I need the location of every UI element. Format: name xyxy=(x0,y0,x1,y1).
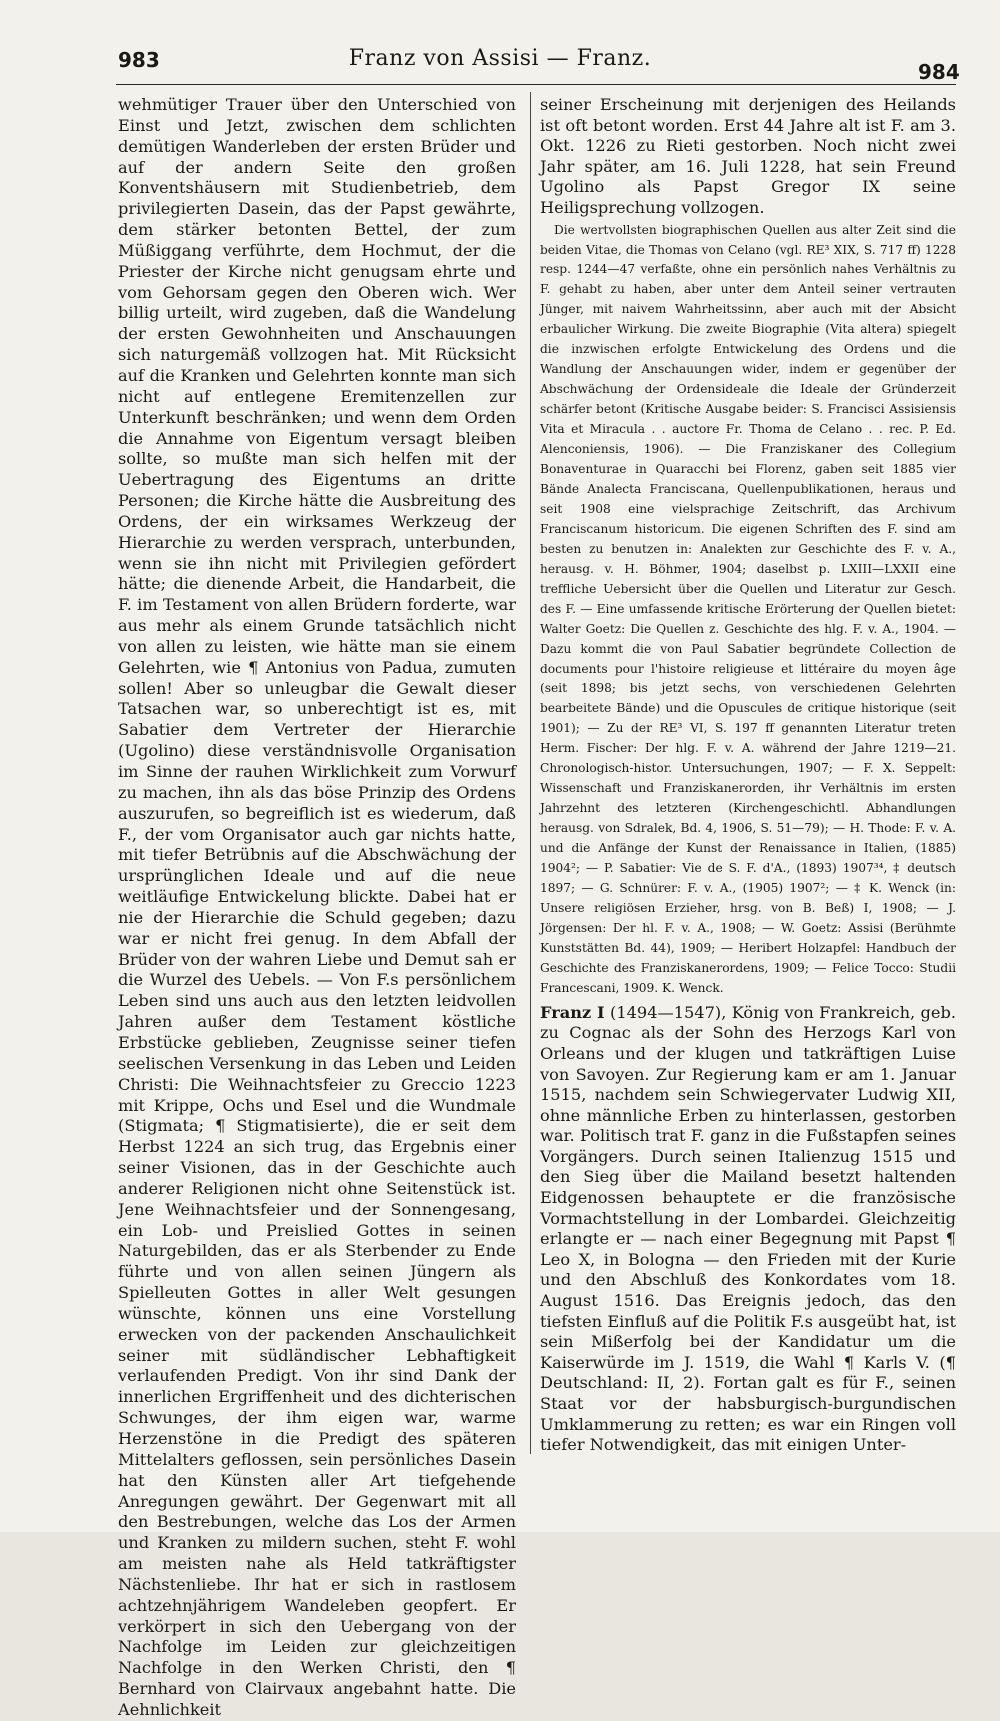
bibliography-note: Die wertvollsten biographischen Quellen aus alter Zeit sind die beiden Vitae, die Thomas von Celano (vgl. RE³ XIX, S. 717 ff) 1228 resp. 1244—47 verfaßte, ohne ein persönlich nahes Verhältnis zu F. gehabt zu haben, aber unter dem Anteil seiner vertrauten Jünger, mit naivem Wahrheitssinn, aber auch mit der Absicht erbaulicher Wirkung. Die zweite Biographie (Vita altera) spiegelt die inzwischen erfolgte Entwickelung des Ordens und die Wandlung der Anschauungen wider, indem er gegenüber der Abschwächung der Ordensideale die Ideale der Gründerzeit schärfer betont (Kritische Ausgabe beider: S. Francisci Assisiensis Vita et Miracula . . auctore Fr. Thoma de Celano . . rec. P. Ed. Alenconiensis, 1906). — Die Franziskaner des Collegium Bonaventurae in Quaracchi bei Florenz, gaben seit 1885 vier Bände Analecta Franciscana, Quellenpublikationen, heraus und seit 1908 eine vielsprachige Zeitschrift, das Archivum Franciscanum historicum. Die eigenen Schriften des F. sind am besten zu benutzen in: Analekten zur Geschichte des F. v. A., herausg. v. H. Böhmer, 1904; daselbst p. LXIII—LXXII eine treffliche Uebersicht über die Quellen und Literatur zur Gesch. des F. — Eine umfassende kritische Erörterung der Quellen bietet: Walter Goetz: Die Quellen z. Geschichte des hlg. F. v. A., 1904. — Dazu kommt die von Paul Sabatier begründete Collection de documents pour l'histoire religieuse et littéraire du moyen âge (seit 1898; bis jetzt sechs, von verschiedenen Gelehrten bearbeitete Bände) und die Opuscules de critique historique (seit 1901); — Zu der RE³ VI, S. 197 ff genannten Literatur treten Herm. Fischer: Der hlg. F. v. A. während der Jahre 1219—21. Chronologisch-histor. Untersuchungen, 1907; — F. X. Seppelt: Wissenschaft und Franziskanerorden, ihr Verhältnis im ersten Jahrzehnt des letzteren (Kirchengeschichtl. Abhandlungen herausg. von Sdralek, Bd. 4, 1906, S. 51—79); — H. Thode: F. v. A. und die Anfänge der Kunst der Renaissance in Italien, (1885) 1904²; — P. Sabatier: Vie de S. F. d'A., (1893) 1907³⁴, ‡ deutsch 1897; — G. Schnürer: F. v. A., (1905) 1907²; — ‡ K. Wenck (in: Unsere religiösen Erzieher, hrsg. von B. Beß) I, 1908; — J. Jörgensen: Der hl. F. v. A., 1908; — W. Goetz: Assisi (Berühmte Kunststätten Bd. 44), 1909; — Heribert Holzapfel: Handbuch der Geschichte des Franziskanerordens, 1909; — Felice Tocco: Studii Francescani, 1909. K. Wenck. xyxy=(540,222,956,995)
running-title: Franz von Assisi — Franz. xyxy=(348,46,652,71)
right-column xyxy=(540,95,956,1460)
left-column-text: wehmütiger Trauer über den Unterschied von Einst und Jetzt, zwischen dem schlichten demütigen Wanderleben der ersten Brüder und auf der andern Seite den großen Konventshäusern mit Studienbetrieb, dem privilegierten Dasein, das der Papst gewährte, dem stärker betonten Bettel, der zum Müßiggang verführte, dem Hochmut, der die Priester der Kirche nicht genugsam ehrte und vom Gehorsam gegen den Oberen wich. Wer billig urteilt, wird zugeben, daß die Wandelung der ersten Gewohnheiten und Anschauungen sich naturgemäß vollzogen hat. Mit Rücksicht auf die Kranken und Gelehrten konnte man sich nicht auf entlegene Eremitenzellen zur Unterkunft beschränken; und wenn dem Orden die Annahme von Eigentum versagt bleiben sollte, so mußte man sich helfen mit der Uebertragung des Eigentums an dritte Personen; die Kirche hätte die Ausbreitung des Ordens, der ein wirksames Werkzeug der Hierarchie zu werden versprach, unterbunden, wenn sie ihn nicht mit Privilegien gefördert hätte; die dienende Arbeit, die Handarbeit, die F. im Testament von allen Brüdern forderte, war aus mehr als einem Grunde tatsächlich nicht von allen zu leisten, wie hätte man sie einem Gelehrten, wie ¶ Antonius von Padua, zumuten sollen! Aber so unleugbar die Gewalt dieser Tatsachen war, so unberechtigt ist es, mit Sabatier dem Vertreter der Hierarchie (Ugolino) diese verständnisvolle Organisation im Sinne der rauhen Wirklichkeit zum Vorwurf zu machen, ihn als das böse Prinzip des Ordens auszurufen, so begreiflich ist es wiederum, daß F., der vom Organisator auch gar nichts hatte, mit tiefer Betrübnis auf die Abschwächung der ursprünglichen Ideale und auf die neue weitläufige Entwickelung blickte. Dabei hat er nie der Hierarchie die Schuld gegeben; dazu war er nicht frei genug. In dem Abfall der Brüder von der wahren Liebe und Demut sah er die Wurzel des Uebels. — Von F.s persönlichem Leben sind uns auch aus den letzten leidvollen Jahren außer dem Testament köstliche Erbstücke geblieben, Zeugnisse seiner tiefen seelischen Versenkung in das Leben und Leiden Christi: Die Weihnachtsfeier zu Greccio 1223 mit Krippe, Ochs und Esel und die Wundmale (Stigmata; ¶ Stigmatisierte), die er seit dem Herbst 1224 an sich trug, das Ergebnis einer seiner Visionen, das in der Geschichte auch anderer Religionen nicht ohne Seitenstück ist. Jene Weihnachtsfeier und der Sonnengesang, ein Lob- und Preislied Gottes in seinen Naturgebilden, das er als Sterbender zu Ende führte und von allen seinen Jüngern als Spielleuten Gottes in aller Welt gesungen wünschte, können uns eine Vorstellung erwecken von der packenden Anschaulichkeit seiner mit südländischer Lebhaftigkeit verlaufenden Predigt. Von ihr sind Dank der innerlichen Ergriffenheit und des dichterischen Schwunges, der ihm eigen war, warme Herzenstöne in die Predigt des späteren Mittelalters geflossen, sein persönliches Dasein hat den Künsten aller Art tiefgehende Anregungen gewährt. Der Gegenwart mit all den Bestrebungen, welche das Los der Armen und Kranken zu mildern suchen, steht F. wohl am meisten nahe als Held tatkräftigster Nächstenliebe. Ihr hat er sich in rastlosem achtzehnjährigem Wandeleben geopfert. Er verkörpert in sich den Uebergang von der Nachfolge im Leiden zur gleichzeitigen Nachfolge in den Werken Christi, den ¶ Bernhard von Clairvaux angebahnt hatte. Die Aehnlichkeit xyxy=(118,95,516,1719)
entry-franz-i xyxy=(540,1003,956,1456)
column-divider xyxy=(530,92,531,1454)
entry-heading: Franz I xyxy=(540,1002,605,1022)
page-number-right: 984 xyxy=(918,60,960,84)
entry-body: (1494—1547), König von Frankreich, geb. zu Cognac als der Sohn des Herzogs Karl von Orleans und der klugen und tatkräftigen Luise von Savoyen. Zur Regierung kam er am 1. Januar 1515, nachdem sein Schwiegervater Ludwig XII, ohne männliche Erben zu hinterlassen, gestorben war. Politisch trat F. ganz in die Fußstapfen seines Vorgängers. Durch seinen Italienzug 1515 und den Sieg über die Mailand besetzt haltenden Eidgenossen behauptete er die französische Vormachtstellung in der Lombardei. Gleichzeitig erlangte er — nach einer Begegnung mit Papst ¶ Leo X, in Bologna — den Frieden mit der Kurie und den Abschluß des Konkordates vom 18. August 1516. Das Ereignis jedoch, das den tiefsten Einfluß auf die Politik F.s ausgeübt hat, ist sein Mißerfolg bei der Kandidatur um die Kaiserwürde im J. 1519, die Wahl ¶ Karls V. (¶ Deutschland: II, 2). Fortan galt es für F., seinen Staat vor der habsburgisch-burgundischen Umklammerung zu retten; es war ein Ringen voll tiefer Notwendigkeit, das mit einigen Unter- xyxy=(540,1002,956,1455)
page-number-left: 983 xyxy=(118,48,160,72)
left-column xyxy=(118,95,516,1719)
header-rule xyxy=(116,84,956,85)
right-intro-text: seiner Erscheinung mit derjenigen des Heilands ist oft betont worden. Erst 44 Jahre alt ist F. am 3. Okt. 1226 zu Rieti gestorben. Noch nicht zwei Jahr später, am 16. Juli 1228, hat sein Freund Ugolino als Papst Gregor IX seine Heiligsprechung vollzogen. xyxy=(540,95,956,217)
page-header xyxy=(0,40,1000,90)
